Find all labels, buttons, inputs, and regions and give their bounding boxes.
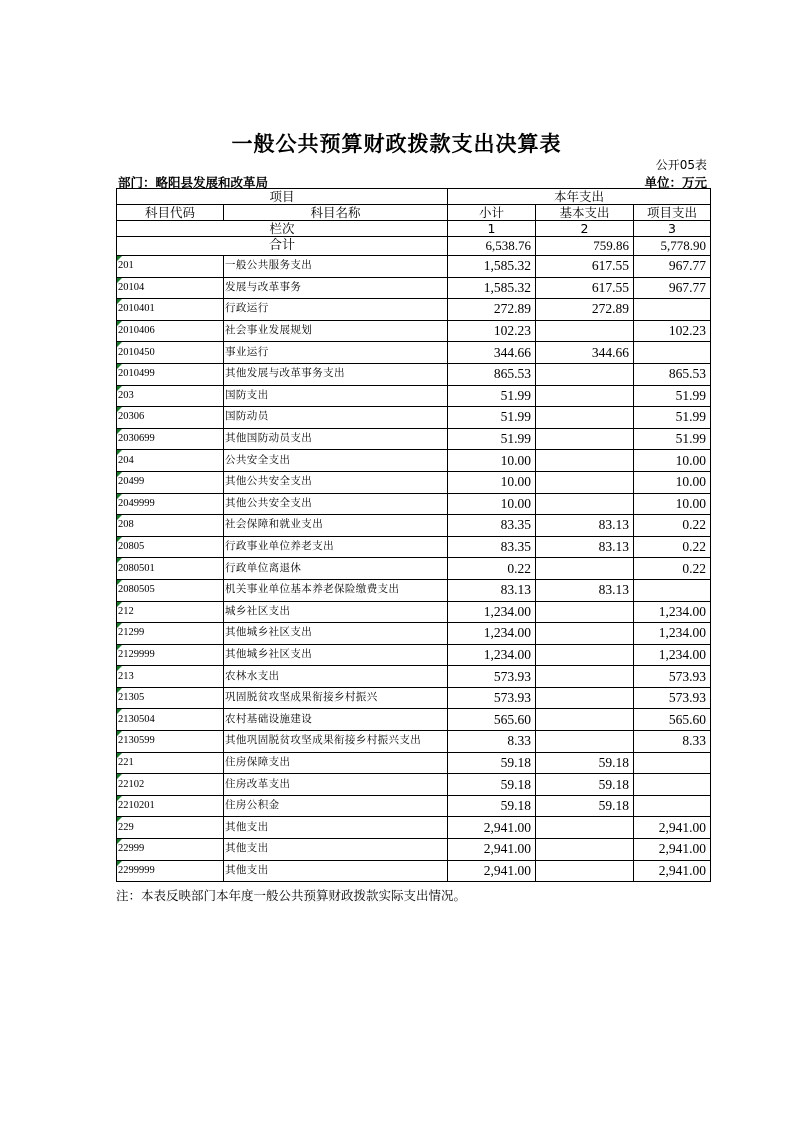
table-row <box>117 536 711 558</box>
row-project: 1,234.00 <box>634 623 711 645</box>
header-code: 科目代码 <box>117 205 224 221</box>
table-row <box>117 493 711 515</box>
header-current-year: 本年支出 <box>448 189 711 205</box>
table-row <box>117 601 711 623</box>
header-row-3 <box>117 221 711 237</box>
table-row <box>117 385 711 407</box>
row-subtotal: 2,941.00 <box>448 839 536 861</box>
row-code: 2010401 <box>117 299 224 321</box>
row-project: 2,941.00 <box>634 860 711 882</box>
row-code: 221 <box>117 752 224 774</box>
row-project: 10.00 <box>634 493 711 515</box>
row-subtotal: 2,941.00 <box>448 860 536 882</box>
total-row <box>117 237 711 256</box>
row-project: 865.53 <box>634 363 711 385</box>
header-project: 项目支出 <box>634 205 711 221</box>
row-code: 204 <box>117 450 224 472</box>
row-subtotal: 865.53 <box>448 363 536 385</box>
row-project: 51.99 <box>634 385 711 407</box>
row-basic <box>536 407 634 429</box>
row-project: 51.99 <box>634 428 711 450</box>
row-project: 573.93 <box>634 666 711 688</box>
row-code: 213 <box>117 666 224 688</box>
row-subtotal: 83.35 <box>448 536 536 558</box>
header-row-1 <box>117 189 711 205</box>
table-row <box>117 860 711 882</box>
row-code: 20805 <box>117 536 224 558</box>
table-row <box>117 666 711 688</box>
table-row <box>117 515 711 537</box>
row-basic <box>536 450 634 472</box>
row-name: 农林水支出 <box>224 666 448 688</box>
unit-label: 单位：万元 <box>644 175 707 190</box>
row-basic: 83.13 <box>536 515 634 537</box>
row-project <box>634 752 711 774</box>
row-basic <box>536 709 634 731</box>
row-name: 其他公共安全支出 <box>224 471 448 493</box>
row-code: 229 <box>117 817 224 839</box>
row-code: 2210201 <box>117 795 224 817</box>
table-row <box>117 363 711 385</box>
row-basic <box>536 493 634 515</box>
row-code: 22999 <box>117 839 224 861</box>
form-number: 公开05表 <box>655 158 707 172</box>
row-project <box>634 774 711 796</box>
total-subtotal: 6,538.76 <box>448 237 536 256</box>
header-col3: 3 <box>634 221 711 237</box>
row-basic <box>536 558 634 580</box>
row-basic: 344.66 <box>536 342 634 364</box>
row-name: 其他发展与改革事务支出 <box>224 363 448 385</box>
header-item: 项目 <box>117 189 448 205</box>
row-name: 行政运行 <box>224 299 448 321</box>
table-row <box>117 428 711 450</box>
row-basic: 83.13 <box>536 536 634 558</box>
row-basic <box>536 860 634 882</box>
row-basic <box>536 687 634 709</box>
row-code: 2010450 <box>117 342 224 364</box>
row-name: 其他城乡社区支出 <box>224 623 448 645</box>
row-name: 机关事业单位基本养老保险缴费支出 <box>224 579 448 601</box>
row-name: 其他巩固脱贫攻坚成果衔接乡村振兴支出 <box>224 731 448 753</box>
row-subtotal: 8.33 <box>448 731 536 753</box>
row-code: 2129999 <box>117 644 224 666</box>
table-row <box>117 277 711 299</box>
row-name: 其他支出 <box>224 839 448 861</box>
row-code: 22102 <box>117 774 224 796</box>
row-code: 21299 <box>117 623 224 645</box>
row-basic <box>536 601 634 623</box>
row-project: 102.23 <box>634 320 711 342</box>
row-subtotal: 51.99 <box>448 407 536 429</box>
row-code: 20499 <box>117 471 224 493</box>
row-basic <box>536 428 634 450</box>
row-project: 1,234.00 <box>634 644 711 666</box>
row-project: 10.00 <box>634 471 711 493</box>
row-subtotal: 83.35 <box>448 515 536 537</box>
row-project: 967.77 <box>634 256 711 278</box>
row-code: 20104 <box>117 277 224 299</box>
row-project <box>634 299 711 321</box>
row-subtotal: 272.89 <box>448 299 536 321</box>
expenditure-table <box>116 188 711 882</box>
row-basic: 617.55 <box>536 256 634 278</box>
header-column-no: 栏次 <box>117 221 448 237</box>
row-subtotal: 83.13 <box>448 579 536 601</box>
row-basic <box>536 731 634 753</box>
header-name: 科目名称 <box>224 205 448 221</box>
table-row <box>117 342 711 364</box>
row-subtotal: 102.23 <box>448 320 536 342</box>
footnote: 注：本表反映部门本年度一般公共预算财政拨款实际支出情况。 <box>116 889 467 903</box>
row-name: 巩固脱贫攻坚成果衔接乡村振兴 <box>224 687 448 709</box>
row-project: 8.33 <box>634 731 711 753</box>
row-name: 公共安全支出 <box>224 450 448 472</box>
table-row <box>117 774 711 796</box>
row-name: 其他国防动员支出 <box>224 428 448 450</box>
row-subtotal: 59.18 <box>448 752 536 774</box>
row-name: 城乡社区支出 <box>224 601 448 623</box>
row-project <box>634 579 711 601</box>
table-row <box>117 731 711 753</box>
row-code: 2030699 <box>117 428 224 450</box>
row-subtotal: 344.66 <box>448 342 536 364</box>
header-subtotal: 小计 <box>448 205 536 221</box>
table-row <box>117 752 711 774</box>
row-project: 573.93 <box>634 687 711 709</box>
row-basic <box>536 644 634 666</box>
row-code: 2010499 <box>117 363 224 385</box>
row-subtotal: 565.60 <box>448 709 536 731</box>
row-name: 其他公共安全支出 <box>224 493 448 515</box>
row-code: 201 <box>117 256 224 278</box>
row-subtotal: 1,234.00 <box>448 644 536 666</box>
row-project: 2,941.00 <box>634 839 711 861</box>
row-subtotal: 51.99 <box>448 428 536 450</box>
row-basic <box>536 471 634 493</box>
row-subtotal: 2,941.00 <box>448 817 536 839</box>
row-name: 其他城乡社区支出 <box>224 644 448 666</box>
page-title: 一般公共预算财政拨款支出决算表 <box>231 132 562 156</box>
row-project: 0.22 <box>634 515 711 537</box>
row-name: 国防支出 <box>224 385 448 407</box>
row-project <box>634 342 711 364</box>
table-row <box>117 817 711 839</box>
row-basic <box>536 623 634 645</box>
table-row <box>117 579 711 601</box>
row-project: 0.22 <box>634 536 711 558</box>
row-name: 国防动员 <box>224 407 448 429</box>
row-name: 一般公共服务支出 <box>224 256 448 278</box>
row-code: 20306 <box>117 407 224 429</box>
header-row-2 <box>117 205 711 221</box>
row-subtotal: 10.00 <box>448 450 536 472</box>
row-basic: 617.55 <box>536 277 634 299</box>
row-code: 212 <box>117 601 224 623</box>
row-subtotal: 573.93 <box>448 687 536 709</box>
row-subtotal: 1,585.32 <box>448 277 536 299</box>
table-row <box>117 407 711 429</box>
department-label: 部门：略阳县发展和改革局 <box>118 175 269 190</box>
row-code: 2049999 <box>117 493 224 515</box>
row-project: 10.00 <box>634 450 711 472</box>
row-basic <box>536 363 634 385</box>
row-name: 住房改革支出 <box>224 774 448 796</box>
row-code: 2010406 <box>117 320 224 342</box>
table-row <box>117 450 711 472</box>
row-subtotal: 51.99 <box>448 385 536 407</box>
total-basic: 759.86 <box>536 237 634 256</box>
row-name: 事业运行 <box>224 342 448 364</box>
row-project: 967.77 <box>634 277 711 299</box>
row-project: 2,941.00 <box>634 817 711 839</box>
row-basic: 59.18 <box>536 774 634 796</box>
row-subtotal: 1,234.00 <box>448 601 536 623</box>
row-basic: 272.89 <box>536 299 634 321</box>
row-code: 2130599 <box>117 731 224 753</box>
row-code: 2080505 <box>117 579 224 601</box>
row-name: 行政单位离退休 <box>224 558 448 580</box>
row-basic <box>536 817 634 839</box>
row-project: 565.60 <box>634 709 711 731</box>
row-subtotal: 10.00 <box>448 471 536 493</box>
row-basic <box>536 666 634 688</box>
total-label: 合计 <box>117 237 448 256</box>
row-basic <box>536 839 634 861</box>
row-project <box>634 795 711 817</box>
table-row <box>117 687 711 709</box>
table-row <box>117 709 711 731</box>
header-col2: 2 <box>536 221 634 237</box>
row-name: 社会保障和就业支出 <box>224 515 448 537</box>
total-project: 5,778.90 <box>634 237 711 256</box>
row-code: 2130504 <box>117 709 224 731</box>
row-subtotal: 0.22 <box>448 558 536 580</box>
row-subtotal: 1,234.00 <box>448 623 536 645</box>
row-project: 51.99 <box>634 407 711 429</box>
table-row <box>117 623 711 645</box>
row-project: 1,234.00 <box>634 601 711 623</box>
row-code: 203 <box>117 385 224 407</box>
row-project: 0.22 <box>634 558 711 580</box>
row-name: 其他支出 <box>224 860 448 882</box>
table-row <box>117 644 711 666</box>
table-row <box>117 320 711 342</box>
row-name: 住房保障支出 <box>224 752 448 774</box>
header-basic: 基本支出 <box>536 205 634 221</box>
table-row <box>117 256 711 278</box>
table-row <box>117 471 711 493</box>
row-name: 行政事业单位养老支出 <box>224 536 448 558</box>
row-subtotal: 59.18 <box>448 795 536 817</box>
row-name: 住房公积金 <box>224 795 448 817</box>
row-subtotal: 573.93 <box>448 666 536 688</box>
table-row <box>117 299 711 321</box>
table-row <box>117 558 711 580</box>
row-subtotal: 59.18 <box>448 774 536 796</box>
row-name: 农村基础设施建设 <box>224 709 448 731</box>
row-code: 2080501 <box>117 558 224 580</box>
row-basic: 59.18 <box>536 795 634 817</box>
row-basic: 83.13 <box>536 579 634 601</box>
table-row <box>117 839 711 861</box>
header-col1: 1 <box>448 221 536 237</box>
row-subtotal: 10.00 <box>448 493 536 515</box>
row-subtotal: 1,585.32 <box>448 256 536 278</box>
row-basic <box>536 385 634 407</box>
row-code: 208 <box>117 515 224 537</box>
table-row <box>117 795 711 817</box>
row-name: 社会事业发展规划 <box>224 320 448 342</box>
row-basic: 59.18 <box>536 752 634 774</box>
row-name: 其他支出 <box>224 817 448 839</box>
row-code: 2299999 <box>117 860 224 882</box>
row-basic <box>536 320 634 342</box>
row-code: 21305 <box>117 687 224 709</box>
row-name: 发展与改革事务 <box>224 277 448 299</box>
